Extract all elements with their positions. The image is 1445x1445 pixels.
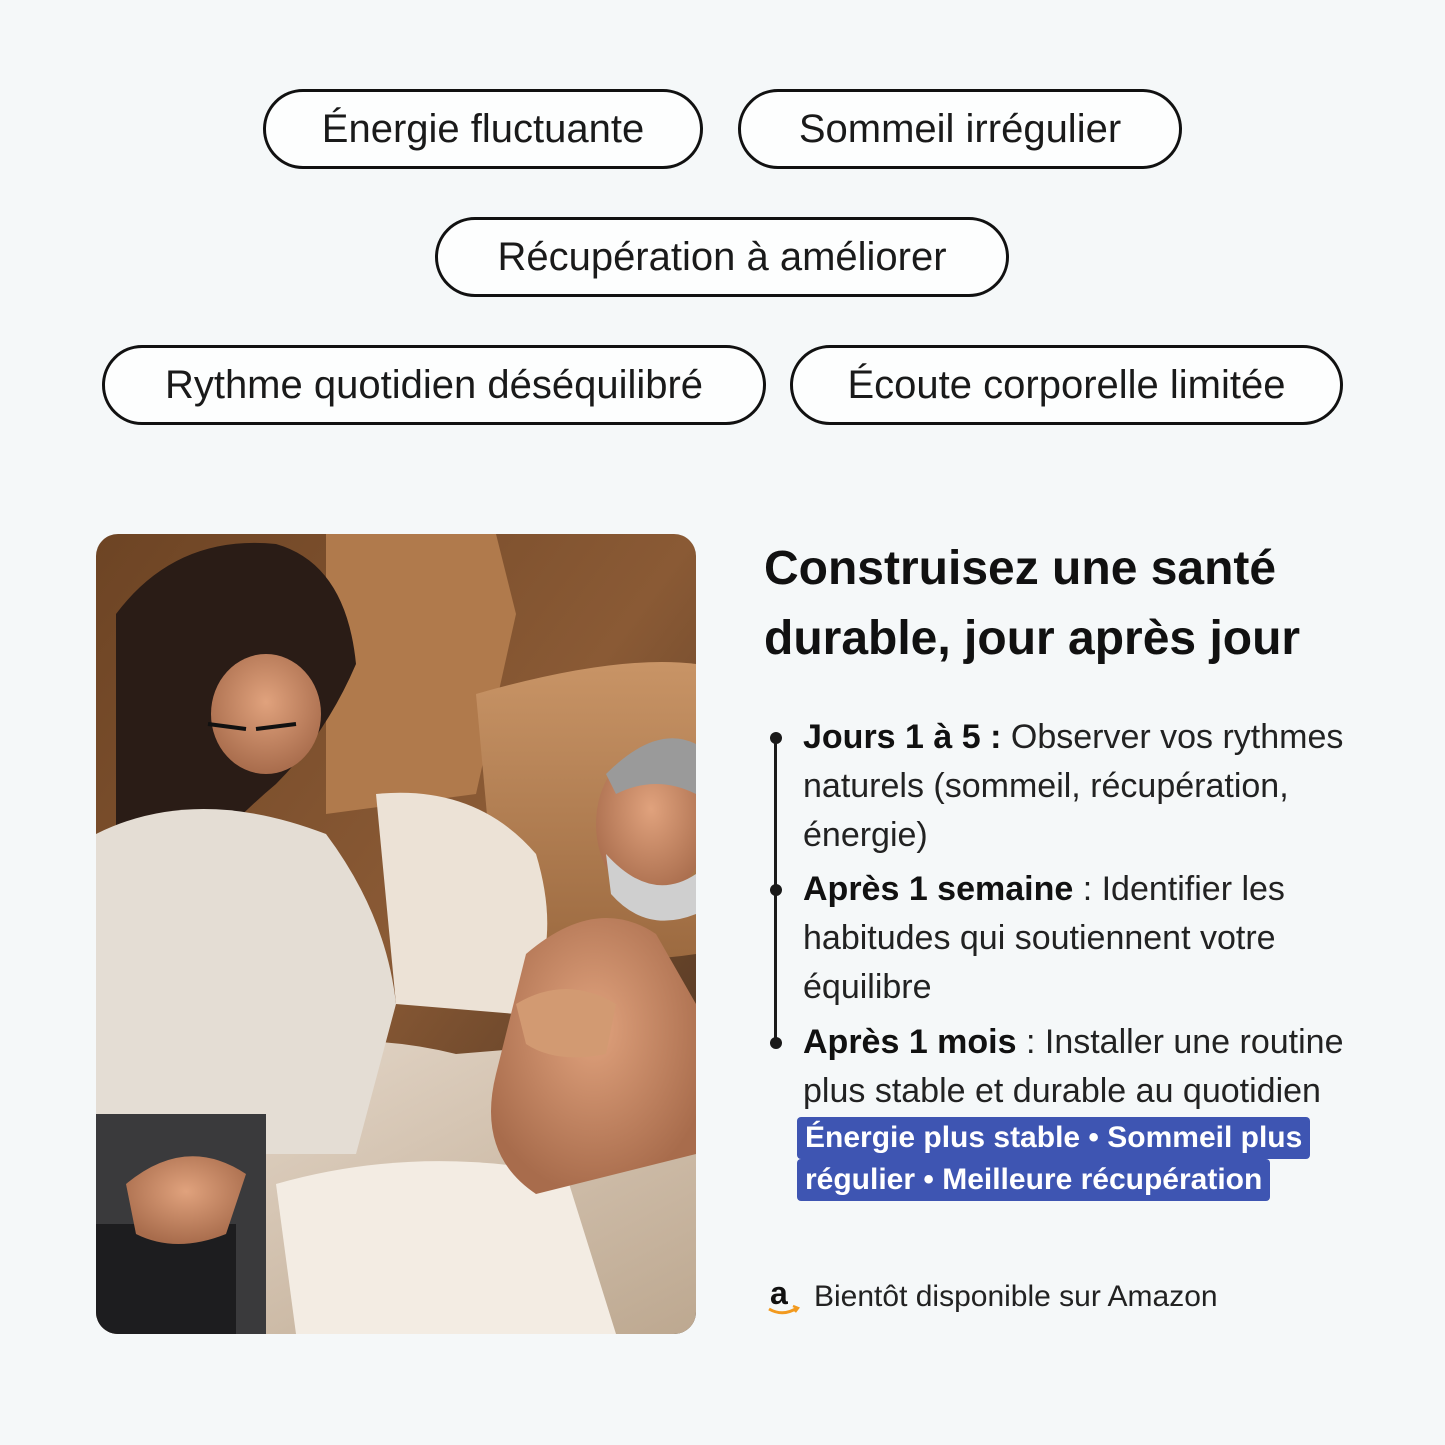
pill-ecoute-corporelle: Écoute corporelle limitée	[790, 345, 1343, 425]
timeline-step-3-label: Après 1 mois	[803, 1023, 1017, 1061]
pill-rythme-quotidien: Rythme quotidien déséquilibré	[102, 345, 766, 425]
timeline-step-2-text: : Identifier les habitudes qui soutiennent votre équilibre	[803, 870, 1285, 1006]
amazon-logo-icon	[766, 1276, 800, 1318]
amazon-availability	[766, 1276, 1218, 1318]
timeline-dot-1	[770, 732, 782, 744]
headline	[764, 534, 1404, 674]
timeline-step-1-label: Jours 1 à 5 :	[803, 718, 1002, 756]
pill-energie-fluctuante: Énergie fluctuante	[263, 89, 703, 169]
pill-recuperation: Récupération à améliorer	[435, 217, 1009, 297]
headline-line-1: Construisez une santé	[764, 542, 1277, 595]
benefits-highlight	[797, 1117, 1317, 1201]
timeline-dot-3	[770, 1037, 782, 1049]
timeline-step-3	[803, 1018, 1403, 1116]
timeline-step-1	[803, 713, 1403, 860]
timeline-step-2	[803, 865, 1403, 1012]
pill-sommeil-irregulier: Sommeil irrégulier	[738, 89, 1182, 169]
availability-text: Bientôt disponible sur Amazon	[814, 1280, 1218, 1313]
timeline-step-1-text: Observer vos rythmes naturels (sommeil, récupération, énergie)	[803, 718, 1344, 854]
timeline-step-2-label: Après 1 semaine	[803, 870, 1074, 908]
headline-line-2: durable, jour après jour	[764, 612, 1301, 665]
timeline-dot-2	[770, 884, 782, 896]
couple-in-bed-photo	[96, 534, 696, 1334]
benefits-line-1: Énergie plus stable • Sommeil plus	[797, 1117, 1310, 1159]
svg-text:a: a	[770, 1276, 788, 1311]
timeline-step-3-text: : Installer une routine plus stable et durable au quotidien	[803, 1023, 1344, 1110]
benefits-line-2: régulier • Meilleure récupération	[797, 1159, 1270, 1201]
